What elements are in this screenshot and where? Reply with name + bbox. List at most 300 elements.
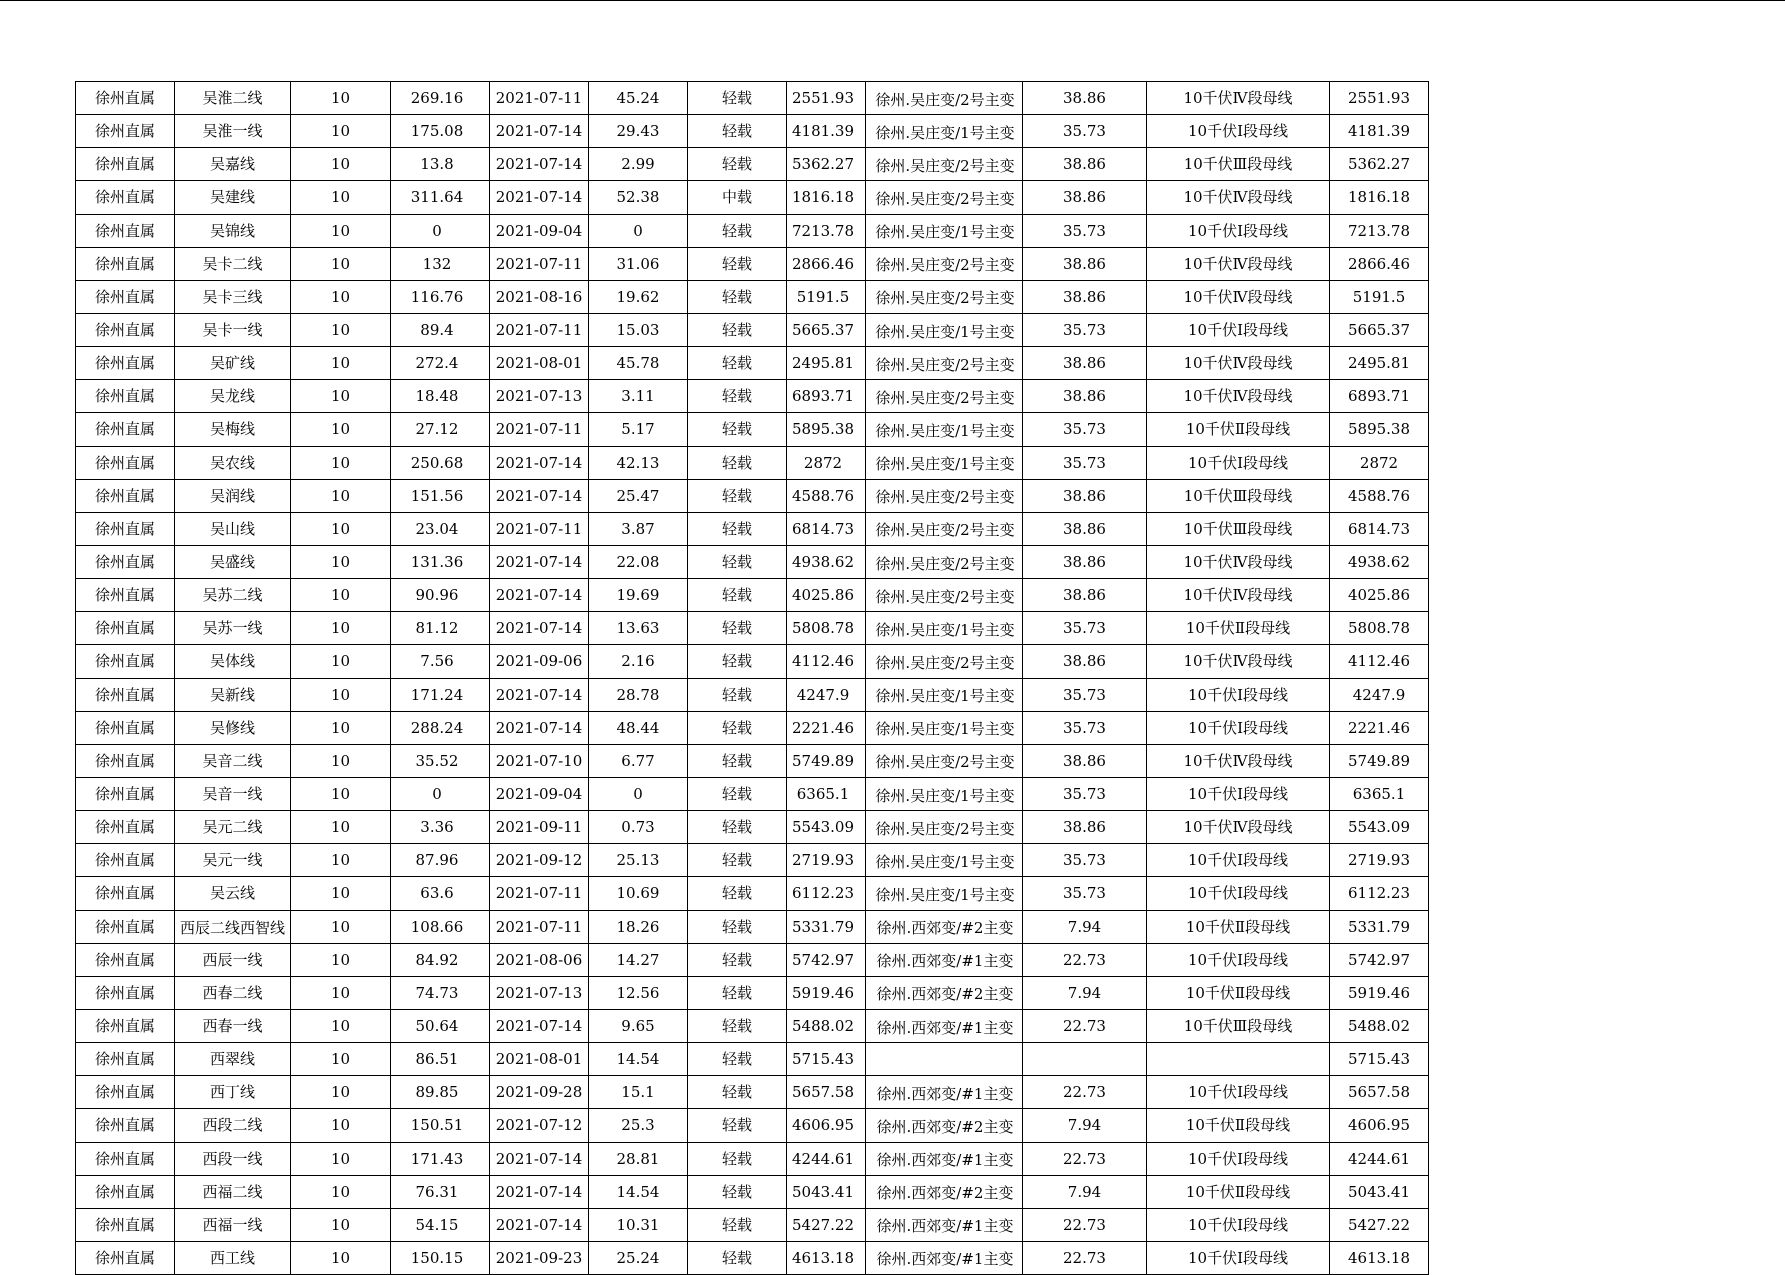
- load-status-cell: 轻载: [688, 1241, 787, 1274]
- busbar-cell: 10千伏Ⅲ段母线: [1147, 148, 1330, 181]
- available-capacity-cell: 5742.97: [1330, 943, 1429, 976]
- current-cell: 18.48: [391, 380, 490, 413]
- load-status-cell: 轻载: [688, 811, 787, 844]
- date-cell: 2021-07-11: [490, 910, 589, 943]
- available-capacity-cell: 2872: [1330, 446, 1429, 479]
- line-name-cell: 西辰一线: [175, 943, 291, 976]
- company-cell: 徐州直属: [76, 612, 175, 645]
- capacity-cell: 4613.18: [787, 1241, 866, 1274]
- line-name-cell: 吴嘉线: [175, 148, 291, 181]
- substation-cell: 徐州.吴庄变/2号主变: [866, 148, 1023, 181]
- load-status-cell: 轻载: [688, 1009, 787, 1042]
- voltage-cell: 10: [291, 1241, 391, 1274]
- current-cell: 90.96: [391, 579, 490, 612]
- voltage-cell: 10: [291, 413, 391, 446]
- company-cell: 徐州直属: [76, 844, 175, 877]
- date-cell: 2021-07-13: [490, 976, 589, 1009]
- feeder-load-table: [75, 81, 1429, 1275]
- line-name-cell: 吴龙线: [175, 380, 291, 413]
- load-status-cell: 轻载: [688, 512, 787, 545]
- transformer-load-cell: 38.86: [1023, 811, 1147, 844]
- date-cell: 2021-08-01: [490, 347, 589, 380]
- current-cell: 132: [391, 247, 490, 280]
- line-name-cell: 吴建线: [175, 181, 291, 214]
- table-row: [76, 214, 1429, 247]
- table-row: [76, 1009, 1429, 1042]
- substation-cell: 徐州.吴庄变/1号主变: [866, 446, 1023, 479]
- capacity-cell: 2221.46: [787, 711, 866, 744]
- capacity-cell: 6112.23: [787, 877, 866, 910]
- load-status-cell: 轻载: [688, 910, 787, 943]
- available-capacity-cell: 5331.79: [1330, 910, 1429, 943]
- transformer-load-cell: 7.94: [1023, 910, 1147, 943]
- table-row: [76, 943, 1429, 976]
- busbar-cell: 10千伏Ⅰ段母线: [1147, 711, 1330, 744]
- busbar-cell: 10千伏Ⅰ段母线: [1147, 1076, 1330, 1109]
- transformer-load-cell: 35.73: [1023, 313, 1147, 346]
- load-rate-cell: 29.43: [589, 115, 688, 148]
- available-capacity-cell: 5665.37: [1330, 313, 1429, 346]
- load-rate-cell: 0: [589, 214, 688, 247]
- voltage-cell: 10: [291, 678, 391, 711]
- capacity-cell: 5331.79: [787, 910, 866, 943]
- voltage-cell: 10: [291, 711, 391, 744]
- load-rate-cell: 10.31: [589, 1208, 688, 1241]
- transformer-load-cell: 22.73: [1023, 1076, 1147, 1109]
- company-cell: 徐州直属: [76, 1009, 175, 1042]
- busbar-cell: 10千伏Ⅱ段母线: [1147, 612, 1330, 645]
- available-capacity-cell: 4613.18: [1330, 1241, 1429, 1274]
- available-capacity-cell: 5191.5: [1330, 280, 1429, 313]
- load-rate-cell: 2.99: [589, 148, 688, 181]
- load-status-cell: 轻载: [688, 844, 787, 877]
- date-cell: 2021-09-12: [490, 844, 589, 877]
- load-rate-cell: 45.24: [589, 82, 688, 115]
- substation-cell: 徐州.吴庄变/2号主变: [866, 181, 1023, 214]
- current-cell: 89.85: [391, 1076, 490, 1109]
- company-cell: 徐州直属: [76, 1109, 175, 1142]
- table-row: [76, 181, 1429, 214]
- load-status-cell: 轻载: [688, 612, 787, 645]
- voltage-cell: 10: [291, 115, 391, 148]
- capacity-cell: 2551.93: [787, 82, 866, 115]
- voltage-cell: 10: [291, 1043, 391, 1076]
- voltage-cell: 10: [291, 910, 391, 943]
- substation-cell: 徐州.西郊变/#1主变: [866, 1241, 1023, 1274]
- load-rate-cell: 3.11: [589, 380, 688, 413]
- substation-cell: 徐州.吴庄变/1号主变: [866, 115, 1023, 148]
- company-cell: 徐州直属: [76, 711, 175, 744]
- load-status-cell: 轻载: [688, 711, 787, 744]
- load-rate-cell: 0: [589, 777, 688, 810]
- current-cell: 86.51: [391, 1043, 490, 1076]
- capacity-cell: 5919.46: [787, 976, 866, 1009]
- line-name-cell: 西翠线: [175, 1043, 291, 1076]
- date-cell: 2021-08-01: [490, 1043, 589, 1076]
- line-name-cell: 吴元一线: [175, 844, 291, 877]
- date-cell: 2021-07-11: [490, 877, 589, 910]
- date-cell: 2021-07-14: [490, 612, 589, 645]
- line-name-cell: 吴润线: [175, 479, 291, 512]
- date-cell: 2021-07-14: [490, 1175, 589, 1208]
- capacity-cell: 4181.39: [787, 115, 866, 148]
- voltage-cell: 10: [291, 479, 391, 512]
- load-status-cell: 轻载: [688, 479, 787, 512]
- current-cell: 116.76: [391, 280, 490, 313]
- load-rate-cell: 0.73: [589, 811, 688, 844]
- table-row: [76, 82, 1429, 115]
- available-capacity-cell: 2719.93: [1330, 844, 1429, 877]
- line-name-cell: 吴淮一线: [175, 115, 291, 148]
- line-name-cell: 西丁线: [175, 1076, 291, 1109]
- available-capacity-cell: 5808.78: [1330, 612, 1429, 645]
- substation-cell: [866, 1043, 1023, 1076]
- table-row: [76, 1076, 1429, 1109]
- busbar-cell: 10千伏Ⅳ段母线: [1147, 347, 1330, 380]
- company-cell: 徐州直属: [76, 1208, 175, 1241]
- busbar-cell: 10千伏Ⅰ段母线: [1147, 1241, 1330, 1274]
- table-row: [76, 380, 1429, 413]
- busbar-cell: 10千伏Ⅱ段母线: [1147, 413, 1330, 446]
- company-cell: 徐州直属: [76, 82, 175, 115]
- capacity-cell: 5715.43: [787, 1043, 866, 1076]
- available-capacity-cell: 4181.39: [1330, 115, 1429, 148]
- load-rate-cell: 2.16: [589, 645, 688, 678]
- load-status-cell: 轻载: [688, 280, 787, 313]
- substation-cell: 徐州.吴庄变/1号主变: [866, 877, 1023, 910]
- line-name-cell: 吴苏一线: [175, 612, 291, 645]
- company-cell: 徐州直属: [76, 943, 175, 976]
- substation-cell: 徐州.吴庄变/2号主变: [866, 579, 1023, 612]
- load-status-cell: 轻载: [688, 1043, 787, 1076]
- current-cell: 108.66: [391, 910, 490, 943]
- line-name-cell: 西春一线: [175, 1009, 291, 1042]
- current-cell: 0: [391, 777, 490, 810]
- load-status-cell: 轻载: [688, 744, 787, 777]
- company-cell: 徐州直属: [76, 877, 175, 910]
- substation-cell: 徐州.西郊变/#2主变: [866, 1175, 1023, 1208]
- line-name-cell: 吴淮二线: [175, 82, 291, 115]
- available-capacity-cell: 5043.41: [1330, 1175, 1429, 1208]
- date-cell: 2021-07-14: [490, 678, 589, 711]
- load-rate-cell: 10.69: [589, 877, 688, 910]
- line-name-cell: 西辰二线西智线: [175, 910, 291, 943]
- current-cell: 76.31: [391, 1175, 490, 1208]
- line-name-cell: 西工线: [175, 1241, 291, 1274]
- available-capacity-cell: 5362.27: [1330, 148, 1429, 181]
- current-cell: 272.4: [391, 347, 490, 380]
- capacity-cell: 5488.02: [787, 1009, 866, 1042]
- substation-cell: 徐州.西郊变/#1主变: [866, 1009, 1023, 1042]
- available-capacity-cell: 4938.62: [1330, 545, 1429, 578]
- voltage-cell: 10: [291, 976, 391, 1009]
- transformer-load-cell: 7.94: [1023, 1175, 1147, 1208]
- transformer-load-cell: 35.73: [1023, 877, 1147, 910]
- current-cell: 150.51: [391, 1109, 490, 1142]
- current-cell: 50.64: [391, 1009, 490, 1042]
- line-name-cell: 西春二线: [175, 976, 291, 1009]
- voltage-cell: 10: [291, 1009, 391, 1042]
- table-row: [76, 877, 1429, 910]
- load-status-cell: 轻载: [688, 1076, 787, 1109]
- capacity-cell: 4025.86: [787, 579, 866, 612]
- capacity-cell: 6365.1: [787, 777, 866, 810]
- capacity-cell: 5362.27: [787, 148, 866, 181]
- voltage-cell: 10: [291, 1142, 391, 1175]
- transformer-load-cell: 38.86: [1023, 347, 1147, 380]
- date-cell: 2021-09-23: [490, 1241, 589, 1274]
- load-status-cell: 轻载: [688, 545, 787, 578]
- transformer-load-cell: 35.73: [1023, 678, 1147, 711]
- available-capacity-cell: 6112.23: [1330, 877, 1429, 910]
- capacity-cell: 5427.22: [787, 1208, 866, 1241]
- load-status-cell: 轻载: [688, 678, 787, 711]
- load-rate-cell: 9.65: [589, 1009, 688, 1042]
- load-status-cell: 轻载: [688, 1109, 787, 1142]
- current-cell: 288.24: [391, 711, 490, 744]
- substation-cell: 徐州.西郊变/#2主变: [866, 1109, 1023, 1142]
- substation-cell: 徐州.吴庄变/1号主变: [866, 214, 1023, 247]
- capacity-cell: 5895.38: [787, 413, 866, 446]
- current-cell: 35.52: [391, 744, 490, 777]
- company-cell: 徐州直属: [76, 380, 175, 413]
- transformer-load-cell: 22.73: [1023, 1208, 1147, 1241]
- load-status-cell: 轻载: [688, 148, 787, 181]
- voltage-cell: 10: [291, 512, 391, 545]
- substation-cell: 徐州.吴庄变/1号主变: [866, 612, 1023, 645]
- table-row: [76, 811, 1429, 844]
- current-cell: 311.64: [391, 181, 490, 214]
- current-cell: 175.08: [391, 115, 490, 148]
- capacity-cell: 5665.37: [787, 313, 866, 346]
- table-row: [76, 1043, 1429, 1076]
- busbar-cell: [1147, 1043, 1330, 1076]
- transformer-load-cell: 38.86: [1023, 479, 1147, 512]
- transformer-load-cell: 35.73: [1023, 844, 1147, 877]
- date-cell: 2021-07-11: [490, 82, 589, 115]
- load-status-cell: 轻载: [688, 247, 787, 280]
- date-cell: 2021-07-11: [490, 512, 589, 545]
- line-name-cell: 吴新线: [175, 678, 291, 711]
- available-capacity-cell: 5715.43: [1330, 1043, 1429, 1076]
- company-cell: 徐州直属: [76, 313, 175, 346]
- company-cell: 徐州直属: [76, 181, 175, 214]
- current-cell: 89.4: [391, 313, 490, 346]
- company-cell: 徐州直属: [76, 512, 175, 545]
- company-cell: 徐州直属: [76, 910, 175, 943]
- table-body: [76, 82, 1429, 1275]
- date-cell: 2021-07-14: [490, 579, 589, 612]
- date-cell: 2021-07-13: [490, 380, 589, 413]
- table-row: [76, 844, 1429, 877]
- line-name-cell: 吴卡三线: [175, 280, 291, 313]
- load-status-cell: 轻载: [688, 347, 787, 380]
- capacity-cell: 2495.81: [787, 347, 866, 380]
- transformer-load-cell: 38.86: [1023, 512, 1147, 545]
- busbar-cell: 10千伏Ⅳ段母线: [1147, 545, 1330, 578]
- voltage-cell: 10: [291, 811, 391, 844]
- transformer-load-cell: 35.73: [1023, 446, 1147, 479]
- transformer-load-cell: 38.86: [1023, 247, 1147, 280]
- available-capacity-cell: 2221.46: [1330, 711, 1429, 744]
- table-row: [76, 579, 1429, 612]
- capacity-cell: 5742.97: [787, 943, 866, 976]
- load-status-cell: 轻载: [688, 115, 787, 148]
- substation-cell: 徐州.西郊变/#2主变: [866, 910, 1023, 943]
- capacity-cell: 1816.18: [787, 181, 866, 214]
- busbar-cell: 10千伏Ⅰ段母线: [1147, 678, 1330, 711]
- table-row: [76, 744, 1429, 777]
- date-cell: 2021-07-14: [490, 148, 589, 181]
- load-rate-cell: 3.87: [589, 512, 688, 545]
- table-row: [76, 910, 1429, 943]
- table-row: [76, 148, 1429, 181]
- transformer-load-cell: 38.86: [1023, 744, 1147, 777]
- company-cell: 徐州直属: [76, 744, 175, 777]
- busbar-cell: 10千伏Ⅰ段母线: [1147, 446, 1330, 479]
- date-cell: 2021-08-06: [490, 943, 589, 976]
- busbar-cell: 10千伏Ⅳ段母线: [1147, 380, 1330, 413]
- voltage-cell: 10: [291, 82, 391, 115]
- transformer-load-cell: 35.73: [1023, 214, 1147, 247]
- company-cell: 徐州直属: [76, 247, 175, 280]
- table-row: [76, 976, 1429, 1009]
- date-cell: 2021-07-14: [490, 479, 589, 512]
- transformer-load-cell: 38.86: [1023, 82, 1147, 115]
- substation-cell: 徐州.西郊变/#2主变: [866, 976, 1023, 1009]
- transformer-load-cell: 38.86: [1023, 280, 1147, 313]
- load-rate-cell: 14.54: [589, 1043, 688, 1076]
- load-status-cell: 轻载: [688, 1208, 787, 1241]
- load-rate-cell: 52.38: [589, 181, 688, 214]
- substation-cell: 徐州.西郊变/#1主变: [866, 1076, 1023, 1109]
- voltage-cell: 10: [291, 446, 391, 479]
- table-row: [76, 280, 1429, 313]
- capacity-cell: 5543.09: [787, 811, 866, 844]
- load-status-cell: 中载: [688, 181, 787, 214]
- substation-cell: 徐州.吴庄变/2号主变: [866, 82, 1023, 115]
- transformer-load-cell: 38.86: [1023, 579, 1147, 612]
- company-cell: 徐州直属: [76, 678, 175, 711]
- voltage-cell: 10: [291, 1208, 391, 1241]
- date-cell: 2021-07-14: [490, 711, 589, 744]
- voltage-cell: 10: [291, 545, 391, 578]
- load-status-cell: 轻载: [688, 1142, 787, 1175]
- table-row: [76, 612, 1429, 645]
- substation-cell: 徐州.吴庄变/2号主变: [866, 744, 1023, 777]
- available-capacity-cell: 6893.71: [1330, 380, 1429, 413]
- substation-cell: 徐州.吴庄变/2号主变: [866, 645, 1023, 678]
- voltage-cell: 10: [291, 148, 391, 181]
- transformer-load-cell: 7.94: [1023, 976, 1147, 1009]
- voltage-cell: 10: [291, 214, 391, 247]
- capacity-cell: 4244.61: [787, 1142, 866, 1175]
- current-cell: 250.68: [391, 446, 490, 479]
- load-rate-cell: 25.13: [589, 844, 688, 877]
- date-cell: 2021-09-11: [490, 811, 589, 844]
- table-row: [76, 347, 1429, 380]
- load-rate-cell: 19.62: [589, 280, 688, 313]
- substation-cell: 徐州.吴庄变/1号主变: [866, 413, 1023, 446]
- load-rate-cell: 31.06: [589, 247, 688, 280]
- table-row: [76, 247, 1429, 280]
- transformer-load-cell: 35.73: [1023, 612, 1147, 645]
- line-name-cell: 吴梅线: [175, 413, 291, 446]
- company-cell: 徐州直属: [76, 1076, 175, 1109]
- date-cell: 2021-08-16: [490, 280, 589, 313]
- voltage-cell: 10: [291, 844, 391, 877]
- date-cell: 2021-07-12: [490, 1109, 589, 1142]
- available-capacity-cell: 5488.02: [1330, 1009, 1429, 1042]
- transformer-load-cell: 22.73: [1023, 1009, 1147, 1042]
- capacity-cell: 5808.78: [787, 612, 866, 645]
- date-cell: 2021-09-04: [490, 214, 589, 247]
- date-cell: 2021-07-14: [490, 181, 589, 214]
- date-cell: 2021-07-14: [490, 1142, 589, 1175]
- capacity-cell: 2719.93: [787, 844, 866, 877]
- table-row: [76, 479, 1429, 512]
- load-status-cell: 轻载: [688, 976, 787, 1009]
- capacity-cell: 5191.5: [787, 280, 866, 313]
- capacity-cell: 5043.41: [787, 1175, 866, 1208]
- capacity-cell: 4588.76: [787, 479, 866, 512]
- transformer-load-cell: 22.73: [1023, 1142, 1147, 1175]
- substation-cell: 徐州.吴庄变/2号主变: [866, 347, 1023, 380]
- available-capacity-cell: 2495.81: [1330, 347, 1429, 380]
- company-cell: 徐州直属: [76, 214, 175, 247]
- current-cell: 269.16: [391, 82, 490, 115]
- load-rate-cell: 42.13: [589, 446, 688, 479]
- load-status-cell: 轻载: [688, 380, 787, 413]
- available-capacity-cell: 4606.95: [1330, 1109, 1429, 1142]
- busbar-cell: 10千伏Ⅰ段母线: [1147, 115, 1330, 148]
- substation-cell: 徐州.吴庄变/2号主变: [866, 380, 1023, 413]
- line-name-cell: 吴云线: [175, 877, 291, 910]
- table-row: [76, 1175, 1429, 1208]
- current-cell: 54.15: [391, 1208, 490, 1241]
- date-cell: 2021-07-10: [490, 744, 589, 777]
- load-rate-cell: 28.81: [589, 1142, 688, 1175]
- transformer-load-cell: [1023, 1043, 1147, 1076]
- line-name-cell: 吴元二线: [175, 811, 291, 844]
- table-row: [76, 313, 1429, 346]
- capacity-cell: 2866.46: [787, 247, 866, 280]
- line-name-cell: 吴体线: [175, 645, 291, 678]
- substation-cell: 徐州.吴庄变/2号主变: [866, 545, 1023, 578]
- table-row: [76, 711, 1429, 744]
- busbar-cell: 10千伏Ⅰ段母线: [1147, 313, 1330, 346]
- substation-cell: 徐州.吴庄变/2号主变: [866, 247, 1023, 280]
- substation-cell: 徐州.吴庄变/2号主变: [866, 280, 1023, 313]
- capacity-cell: 5657.58: [787, 1076, 866, 1109]
- voltage-cell: 10: [291, 280, 391, 313]
- transformer-load-cell: 22.73: [1023, 943, 1147, 976]
- date-cell: 2021-07-14: [490, 545, 589, 578]
- load-rate-cell: 6.77: [589, 744, 688, 777]
- table-row: [76, 512, 1429, 545]
- busbar-cell: 10千伏Ⅱ段母线: [1147, 1175, 1330, 1208]
- current-cell: 81.12: [391, 612, 490, 645]
- table-row: [76, 446, 1429, 479]
- busbar-cell: 10千伏Ⅳ段母线: [1147, 247, 1330, 280]
- table-row: [76, 645, 1429, 678]
- transformer-load-cell: 38.86: [1023, 181, 1147, 214]
- voltage-cell: 10: [291, 1175, 391, 1208]
- busbar-cell: 10千伏Ⅳ段母线: [1147, 82, 1330, 115]
- available-capacity-cell: 5543.09: [1330, 811, 1429, 844]
- voltage-cell: 10: [291, 645, 391, 678]
- table-row: [76, 1208, 1429, 1241]
